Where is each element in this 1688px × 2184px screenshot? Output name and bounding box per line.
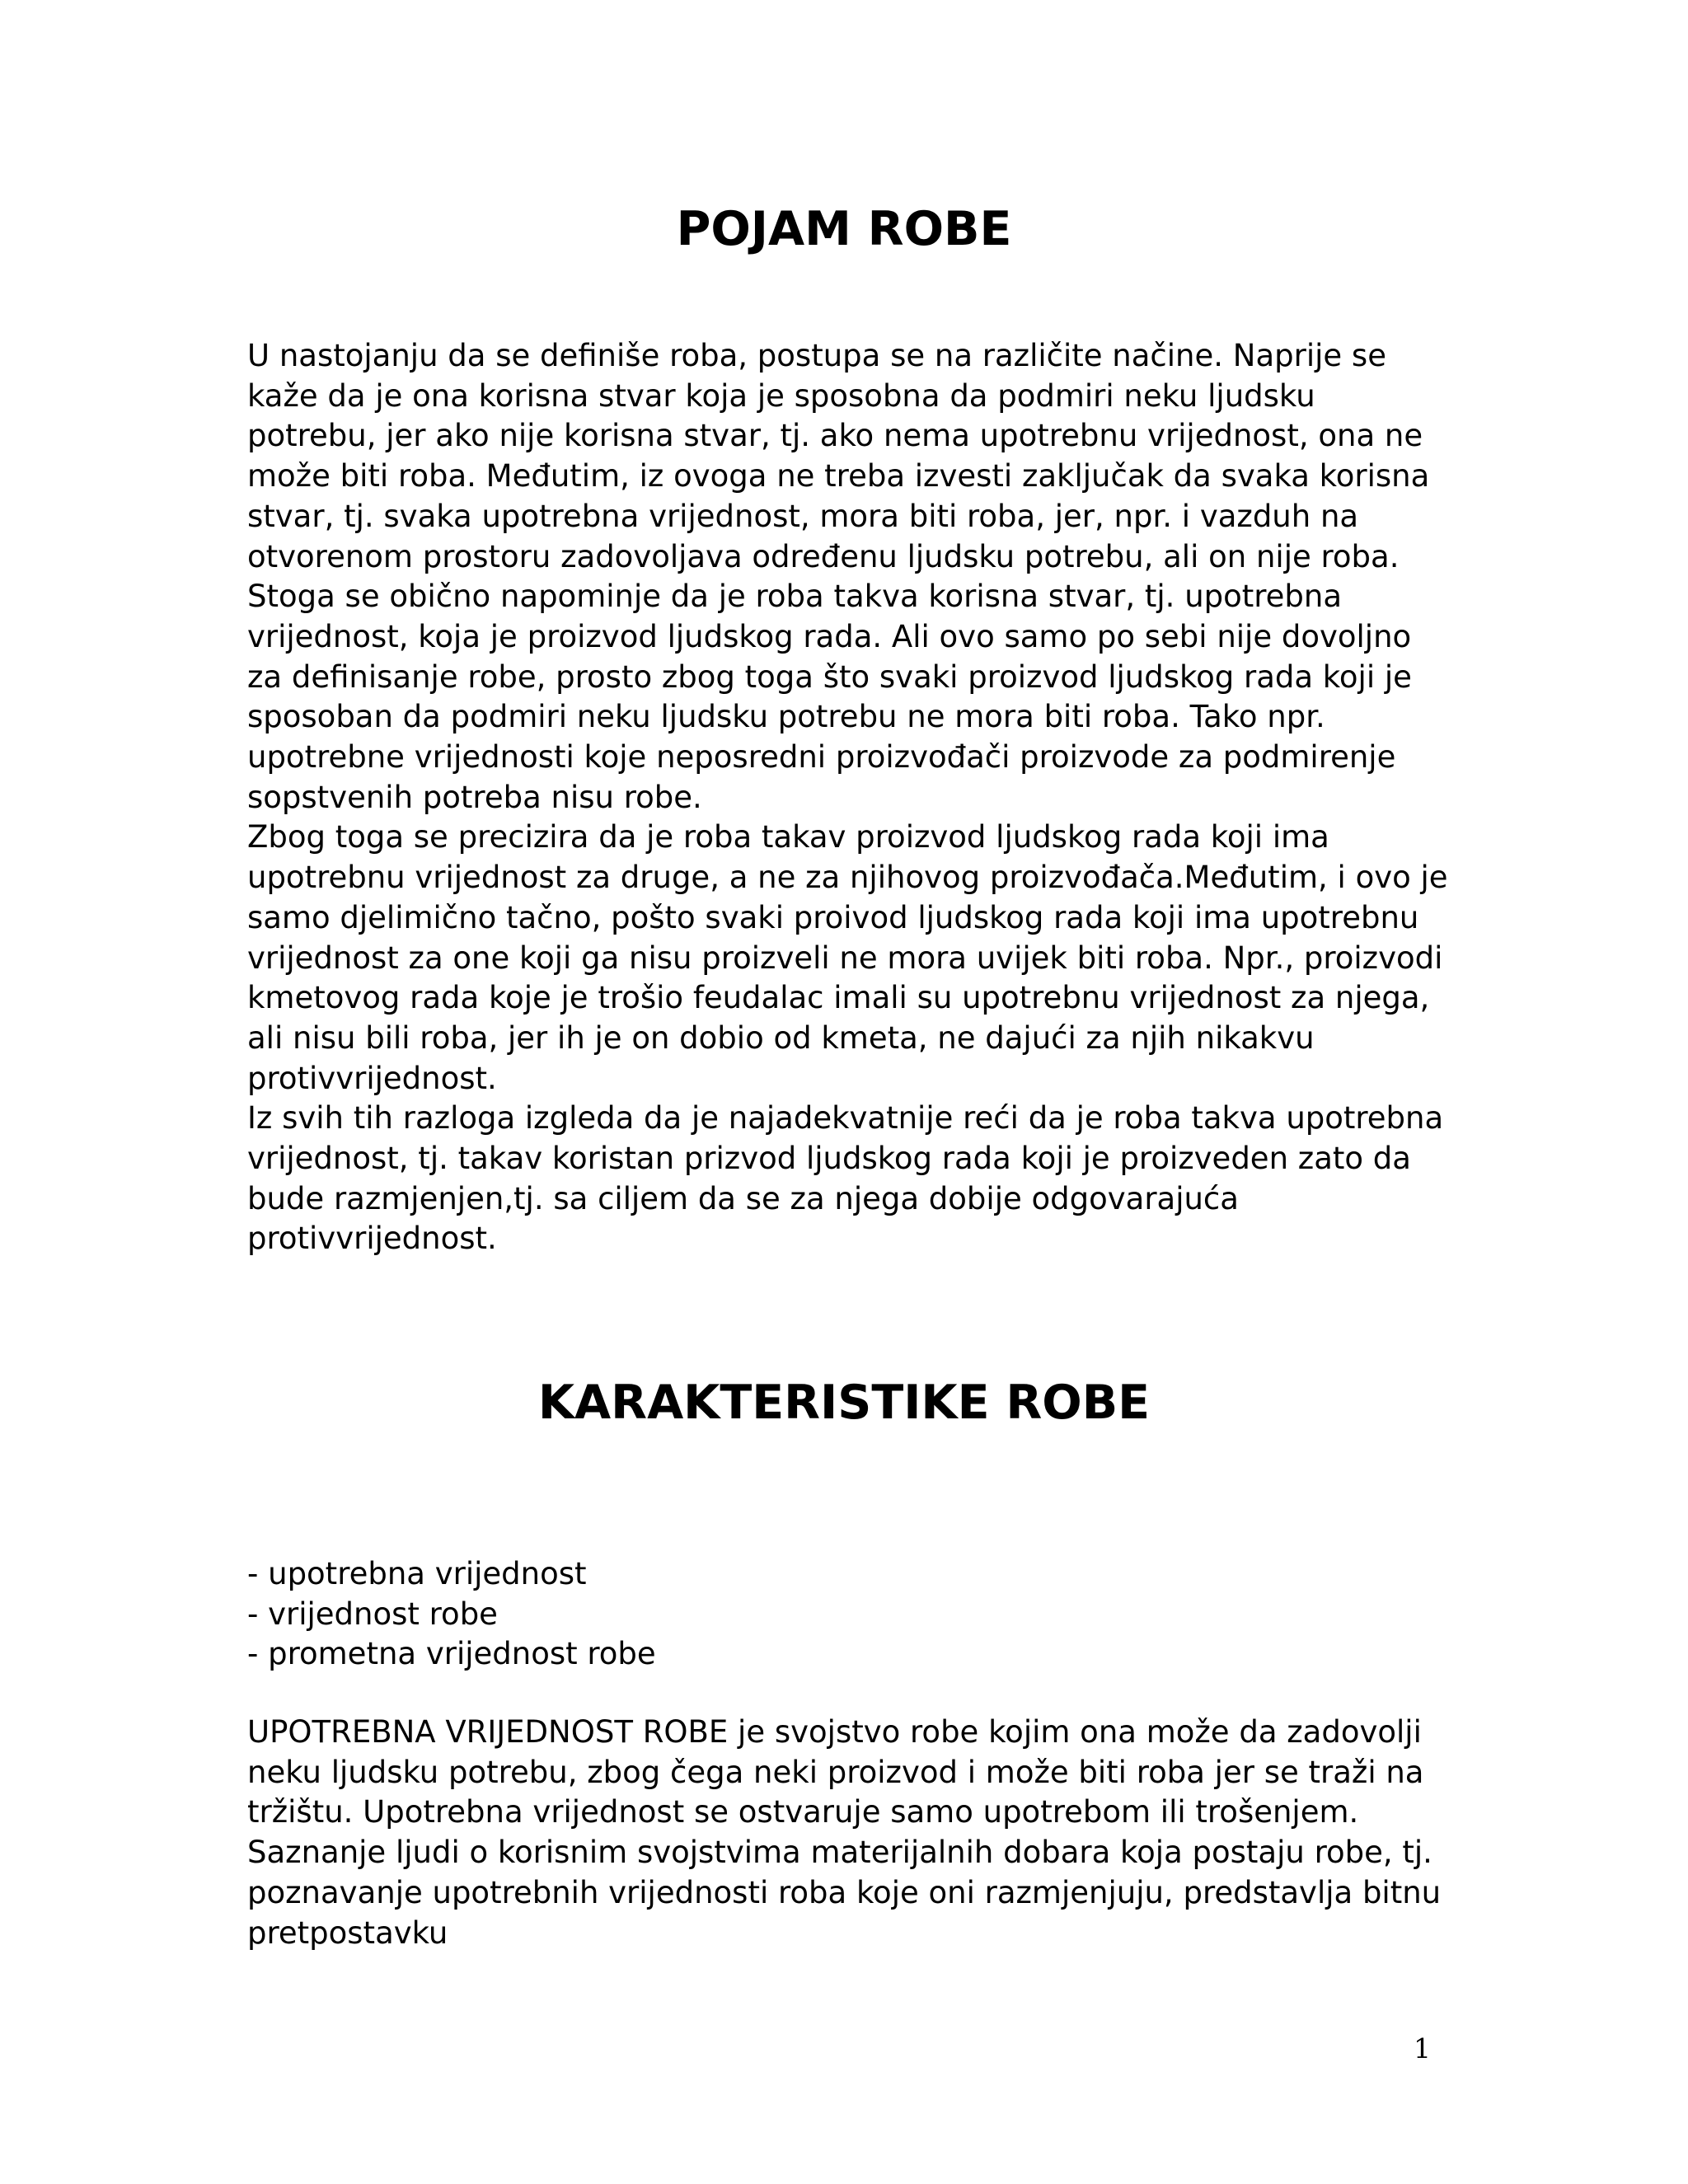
intro-text-block bbox=[247, 336, 1451, 1259]
page-number: 1 bbox=[1414, 2032, 1431, 2064]
paragraph-4: Iz svih tih razloga izgleda da je najadekvatnije reći da je roba takva upotrebna vrijednost, tj. takav koristan prizvod ljudskog rada koji je proizveden zato da bude razmjenjen,tj. sa ciljem da se za njega dobije odgovarajuća protivvrijednost. bbox=[247, 1100, 1444, 1257]
use-value-paragraph: UPOTREBNA VRIJEDNOST ROBE je svojstvo robe kojim ona može da zadovolji neku ljudsku potrebu, zbog čega neki proizvod i može biti roba jer se traži na tržištu. Upotrebna vrijednost se ostvaruje samo upotrebom ili trošenjem. Saznanje ljudi o korisnim svojstvima materijalnih dobara koja postaju robe, tj. poznavanje upotrebnih vrijednosti roba koje oni razmjenjuju, predstavlja bitnu pretpostavku bbox=[247, 1714, 1442, 1951]
paragraph-1: U nastojanju da se definiše roba, postupa se na različite načine. Naprije se kaže da je ona korisna stvar koja je sposobna da podmiri neku ljudsku potrebu, jer ako nije korisna stvar, tj. ako nema upotrebnu vrijednost, ona ne može biti roba. Međutim, iz ovoga ne treba izvesti zaključak da svaka korisna stvar, tj. svaka upotrebna vrijednost, mora biti roba, jer, npr. i vazduh na otvorenom prostoru zadovoljava određenu ljudsku potrebu, ali on nije roba. bbox=[247, 338, 1430, 574]
page-title: POJAM ROBE bbox=[676, 202, 1012, 256]
paragraph-3: Zbog toga se precizira da je roba takav proizvod ljudskog rada koji ima upotrebnu vrijednost za druge, a ne za njihovog proizvođača.Međutim, i ovo je samo djelimično tačno, pošto svaki proivod ljudskog rada koji ima upotrebnu vrijednost za one koji ga nisu proizveli ne mora uvijek biti roba. Npr., proizvodi kmetovog rada koje je trošio feudalac imali su upotrebnu vrijednost za njega, ali nisu bili roba, jer ih je on dobio od kmeta, ne dajući za njih nikakvu protivvrijednost. bbox=[247, 819, 1448, 1096]
section-heading: KARAKTERISTIKE ROBE bbox=[537, 1376, 1151, 1430]
list-item: - upotrebna vrijednost bbox=[247, 1556, 587, 1591]
list-item: - prometna vrijednost robe bbox=[247, 1636, 656, 1672]
characteristics-list bbox=[247, 1554, 1451, 1675]
paragraph-2: Stoga se obično napominje da je roba takva korisna stvar, tj. upotrebna vrijednost, koja je proizvod ljudskog rada. Ali ovo samo po sebi nije dovoljno za definisanje robe, prosto zbog toga što svaki proizvod ljudskog rada koji je sposoban da podmiri neku ljudsku potrebu ne mora biti roba. Tako npr. upotrebne vrijednosti koje neposredni proizvođači proizvode za podmirenje sopstvenih potreba nisu robe. bbox=[247, 579, 1412, 815]
list-item: - vrijednost robe bbox=[247, 1596, 498, 1632]
